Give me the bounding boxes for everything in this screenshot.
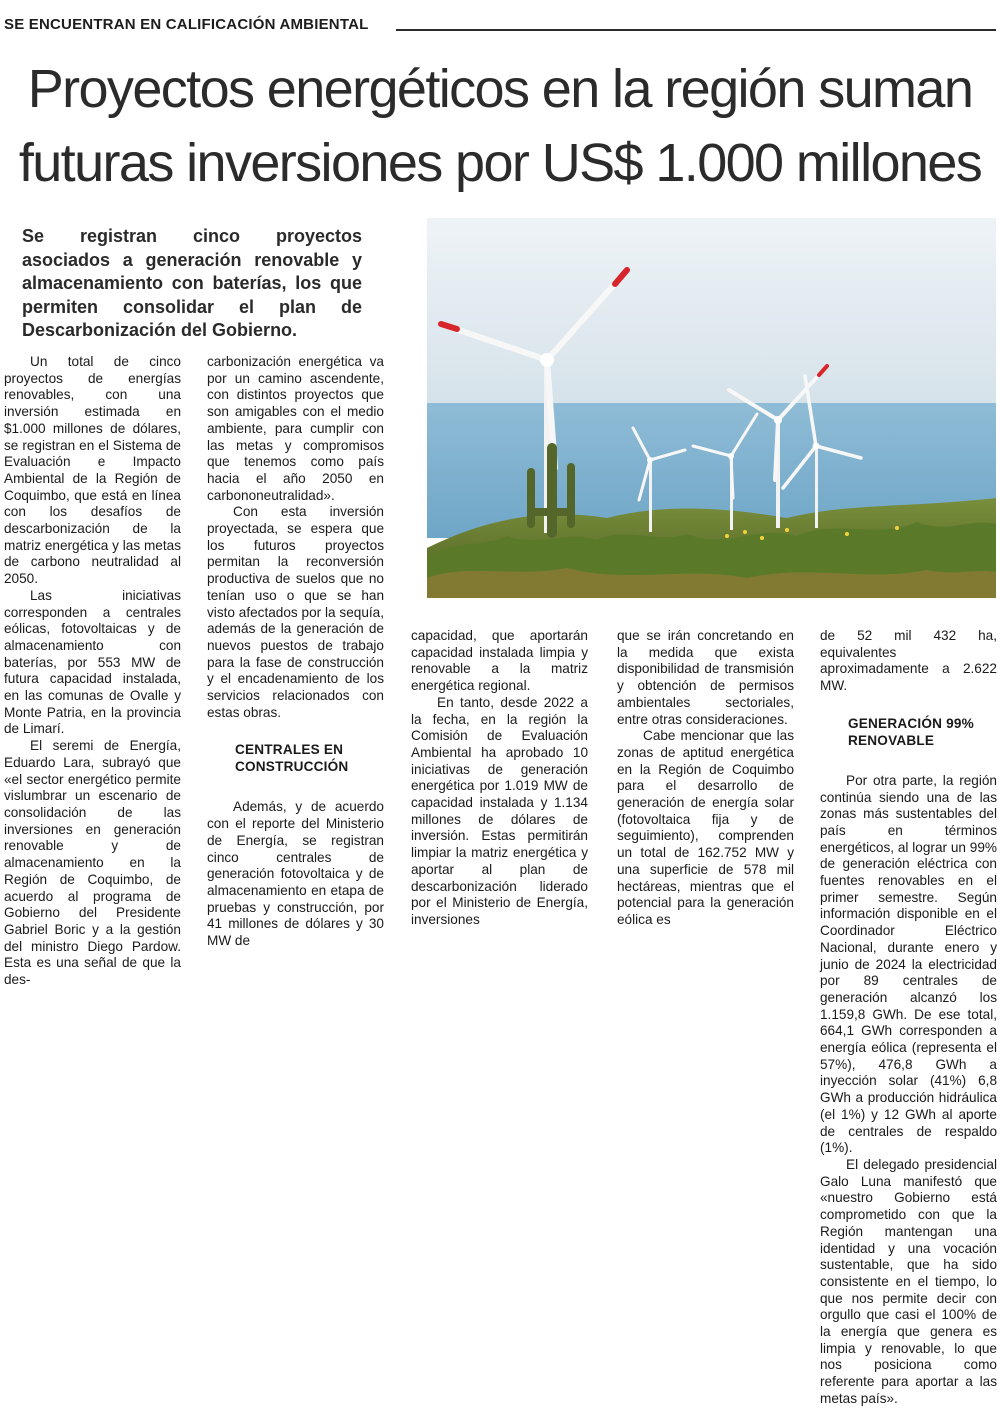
column-4-paragraph-2: Cabe mencionar que las zonas de aptitud energética en la Región de Coquimbo para el desarrollo de generación de energía solar (fotovoltaica fija y de seguimiento), comprenden un total de 162.752 MW y una superficie de 578 mil hectáreas, mientras que el potencial para la generación eólica es [617, 728, 794, 927]
column-2-paragraph-3: Además, y de acuerdo con el reporte del Ministerio de Energía, se registran cinco centrales de generación fotovoltaica y de almacenamiento en etapa de pruebas y construcción, por 41 millones de dólares y 30 MW de [207, 799, 384, 949]
section-label: SE ENCUENTRAN EN CALIFICACIÓN AMBIENTAL [4, 16, 369, 33]
column-1-paragraph-1: Un total de cinco proyectos de energías renovables, con una inversión estimada en $1.000 millones de dólares, se registran en el Sistema de Evaluación e Impacto Ambiental de la Región de Coquimbo, que está en línea con los desafíos de descarbonización de la matriz energética y las metas de carbono neutralidad al 2050. [4, 354, 181, 587]
column-2-paragraph-2: Con esta inversión proyectada, se espera que los futuros proyectos permitan la reconversión productiva de suelos que no tenían uso o que se han visto afectados por la sequía, además de la generación de nuevos puestos de trabajo para la fase de construcción y el encadenamiento de los servicios relacionados con estas obras. [207, 504, 384, 720]
headline-line-1: Proyectos energéticos en la región suman [27, 59, 973, 119]
section-rule [396, 29, 996, 31]
wind-farm-illustration [427, 218, 996, 598]
article-column-2 [207, 354, 384, 950]
subhead-generacion: GENERACIÓN 99% RENOVABLE [848, 715, 974, 748]
sky [427, 218, 996, 408]
column-5-paragraph-1: de 52 mil 432 ha, equivalentes aproximadamente a 2.622 MW. [820, 628, 997, 694]
article-column-5 [820, 628, 997, 1408]
headline-line-2: futuras inversiones por US$ 1.000 millones [18, 133, 982, 193]
section-header [4, 12, 996, 36]
subhead-centrales: CENTRALES EN CONSTRUCCIÓN [235, 742, 349, 775]
column-4-paragraph-1: que se irán concretando en la medida que exista disponibilidad de transmisión y obtención de permisos ambientales sectoriales, entre otras consideraciones. [617, 628, 794, 727]
column-1-paragraph-3: El seremi de Energía, Eduardo Lara, subrayó que «el sector energético permite vislumbrar un escenario de consolidación de las inversiones en generación renovable y de almacenamiento en la Región de Coquimbo, de acuerdo al programa de Gobierno del Presidente Gabriel Boric y a la gestión del ministro Diego Pardow. Esta es una señal de que la des- [4, 738, 181, 988]
column-5-paragraph-3: El delegado presidencial Galo Luna manifestó que «nuestro Gobierno está comprometido con que la Región mantengan una identidad y una vocación sustentable, que ha sido consistente en el tiempo, lo que nos permite decir con orgullo que casi el 100% de la energía que genera es limpia y renovable, lo que nos posiciona como referente para aportar a las metas país». [820, 1156, 997, 1406]
column-1-paragraph-2: Las iniciativas corresponden a centrales eólicas, fotovoltaicas y de almacenamiento con baterías, por 553 MW de futura capacidad instalada, en las comunas de Ovalle y Monte Patria, en la provincia de Limarí. [4, 587, 181, 737]
article-photo [427, 218, 996, 598]
column-2-paragraph-1: carbonización energética va por un camino ascendente, con distintos proyectos que son amigables con el medio ambiente, para cumplir con las metas y compromisos que tenemos como país hacia el año 2050 en carbononeutralidad». [207, 354, 384, 503]
column-3-paragraph-2: En tanto, desde 2022 a la fecha, en la región la Comisión de Evaluación Ambiental ha aprobado 10 iniciativas de generación energética por 1.019 MW de capacidad instalada y 1.134 millones de dólares de inversión. Estas permitirán limpiar la matriz energética y aportar al plan de descarbonización liderado por el Ministerio de Energía, inversiones [411, 694, 588, 927]
article-column-3 [411, 628, 588, 929]
column-3-paragraph-1: capacidad, que aportarán capacidad instalada limpia y renovable a la matriz energética regional. [411, 628, 588, 694]
headline [10, 52, 990, 200]
article-column-1 [4, 354, 181, 989]
article-column-4 [617, 628, 794, 929]
article-summary: Se registran cinco proyectos asociados a generación renovable y almacenamiento con baterías, los que permiten consolidar el plan de Descarbonización del Gobierno. [22, 226, 362, 340]
column-5-paragraph-2: Por otra parte, la región continúa siendo una de las zonas más sustentables del país en términos energéticos, al lograr un 99% de generación eléctrica con fuentes renovables en el primer semestre. Según información disponible en el Coordinador Eléctrico Nacional, durante enero y junio de 2024 la electricidad por 89 centrales de generación alcanzó los 1.159,8 GWh. De ese total, 664,1 GWh corresponden a energía eólica (representa el 57%), 476,8 GWh a inyección solar (41%) 6,8 GWh a producción hidráulica (el 1%) y 12 GWh al aporte de centrales de respaldo (1%). [820, 772, 997, 1156]
